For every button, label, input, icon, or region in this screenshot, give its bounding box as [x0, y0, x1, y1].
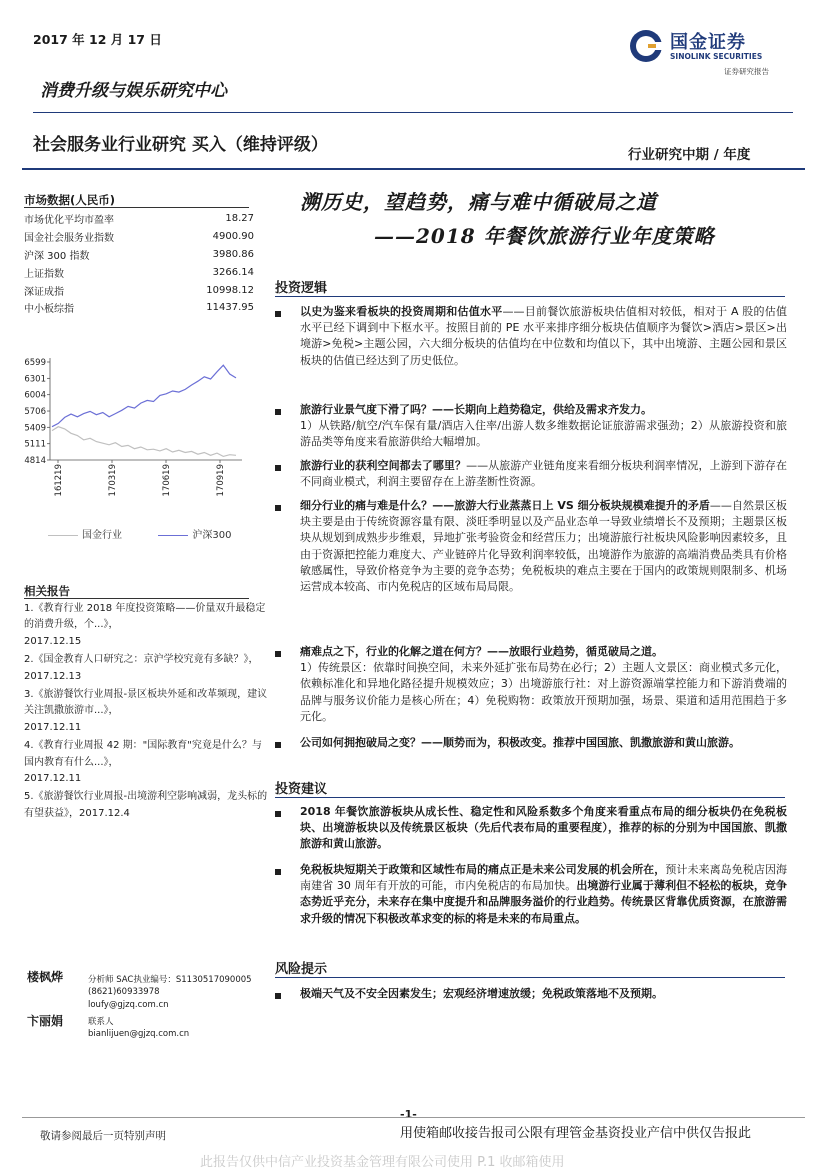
- author-info: [88, 974, 252, 1011]
- table-row: [24, 299, 256, 317]
- report-type: 行业研究中期 / 年度: [628, 147, 751, 163]
- logic-point: [300, 458, 787, 490]
- risk-point-lead: 极端天气及不安全因素发生；宏观经济增速放缓；免税政策落地不及预期。: [300, 987, 663, 1000]
- related-report-text: 5.《旅游餐饮行业周报-出境游利空影响减弱，龙头标的有望获益》，2017.12.4: [24, 791, 268, 819]
- risk-point: [300, 986, 787, 1002]
- sinolink-logo-icon: [628, 28, 664, 64]
- logic-point-lead: 旅游行业景气度下滑了吗？——长期向上趋势稳定，供给及需求齐发力。: [300, 403, 652, 416]
- page-number: -1-: [400, 1108, 417, 1121]
- bullet-icon: [275, 742, 281, 748]
- logic-point-lead: 公司如何拥抱破局之变？——顺势而为，积极改变。推荐中国国旅、凯撒旅游和黄山旅游。: [300, 736, 740, 749]
- y-tick-label: 6301: [24, 374, 46, 385]
- logo-english-name: SINOLINK SECURITIES: [670, 52, 763, 61]
- section-investment-advice: 投资建议: [275, 782, 328, 797]
- bullet-icon: [275, 311, 281, 317]
- section-risk: 风险提示: [275, 962, 328, 977]
- bullet-icon: [275, 993, 281, 999]
- author-phone: (8621)60933978: [88, 987, 160, 998]
- section-investment-logic: 投资逻辑: [275, 281, 328, 296]
- related-reports-rule: [24, 598, 249, 599]
- bullet-icon: [275, 651, 281, 657]
- advice-point-body: 预计未来离岛免税店因海南建省 30 周年有开放的可能，市内免税店的布局加快。: [300, 863, 788, 893]
- market-label: 沪深 300 指数: [24, 250, 90, 262]
- y-tick-label: 4814: [24, 456, 46, 466]
- legend-swatch-industry: [48, 535, 78, 536]
- market-value: 18.27: [225, 213, 254, 225]
- related-reports-list: [24, 601, 270, 824]
- bullet-icon: [275, 505, 281, 511]
- table-row: [24, 263, 256, 281]
- related-report-text: 2.《国金教育人口研究之：京沪学校究竟有多缺？》，2017.12.13: [24, 654, 259, 682]
- logic-point-body: ——从旅游产业链角度来看细分板块利润率情况，上游到下游存在不同商业模式，利润主要留存在上游垄断性资源。: [300, 459, 788, 489]
- logic-point-body: ——目前餐饮旅游板块估值相对较低，相对于 A 股的估值水平已经下调到中下枢水平。按照目前的 PE 水平来排序细分板块估值顺序为餐饮>酒店>景区>出境游>免税>主题公园，六大细分板块的估值均在中位数和均值以下，其中出境游、主题公园和景区板块的估值已经达到了历史低位。: [300, 305, 787, 367]
- logic-point: [300, 402, 787, 451]
- bullet-icon: [275, 869, 281, 875]
- related-report-date: 2017.12.11: [24, 721, 82, 733]
- logo-chinese-name: 国金证券: [670, 32, 746, 53]
- industry-rating-line: 社会服务业行业研究 买入（维持评级）: [33, 135, 328, 155]
- y-tick-label: 5409: [24, 423, 46, 434]
- legend-swatch-hs300: [158, 535, 188, 536]
- related-report-text: 1.《教育行业 2018 年度投资策略——价量双升最稳定的消费升级，个...》，: [24, 603, 266, 631]
- list-item[interactable]: [24, 687, 270, 736]
- y-tick-label: 5111: [24, 439, 46, 450]
- logic-point-lead: 细分行业的痛与难是什么？——旅游大行业蒸蒸日上 VS 细分板块规模难提升的矛盾: [300, 499, 710, 512]
- section-rule: [275, 797, 785, 798]
- list-item[interactable]: [24, 738, 270, 787]
- market-label: 中小板综指: [24, 304, 74, 316]
- related-report-text: 3.《旅游餐饮行业周报-景区板块外延和改革频现，建议关注凯撒旅游市...》，: [24, 689, 268, 717]
- logic-point-lead: 旅游行业的获利空间都去了哪里？: [300, 459, 467, 472]
- logic-point: [300, 304, 787, 369]
- bullet-icon: [275, 409, 281, 415]
- related-reports-title: 相关报告: [24, 584, 70, 598]
- logo-subtitle: 证券研究报告: [724, 67, 769, 76]
- list-item[interactable]: [24, 652, 270, 685]
- y-tick-label: 6599: [24, 358, 46, 368]
- x-tick-label: 170319: [108, 464, 118, 497]
- header-divider: [33, 112, 793, 113]
- x-tick-label: 170919: [216, 464, 226, 497]
- list-item[interactable]: [24, 789, 270, 822]
- advice-point: [300, 804, 787, 853]
- advice-point-tail: 出境游行业属于薄利但不轻松的板块，竞争态势近乎充分，未来存在集中度提升和品牌服务溢价的行业趋势。传统景区背靠优质资源，在旅游需求升级的情况下积极改革求变的标的将是未来的布局重点。: [300, 879, 788, 925]
- bullet-icon: [275, 811, 281, 817]
- market-value: 3980.86: [212, 248, 254, 260]
- table-row: [24, 228, 256, 246]
- logic-point-body: 1）传统景区：依靠时间换空间，未来外延扩张布局势在必行；2）主题人文景区：商业模式多元化，依赖标准化和异地化路径提升规模效应；3）出境游旅行社：对上游资源端掌控能力和下游消费端的品牌与服务议价能力是核心所在；4）免税购物：政策放开预期加强，场景、渠道和适用范围趋于多元化。: [300, 661, 787, 723]
- author-info-line: 分析师 SAC执业编号：S1130517090005: [88, 975, 252, 985]
- logic-point: [300, 644, 787, 725]
- market-label: 深证成指: [24, 286, 64, 298]
- author-name: 楼枫烨: [27, 970, 64, 984]
- market-data-rule: [24, 207, 249, 208]
- related-report-text: 4.《教育行业周报 42 期："国际教育"究竟是什么？与国内教育有什么...》，: [24, 740, 262, 768]
- author-email[interactable]: loufy@gjzq.com.cn: [88, 999, 169, 1010]
- index-comparison-chart: [20, 350, 250, 510]
- header-bottom-divider: [22, 168, 805, 170]
- contact-email[interactable]: bianlijuen@gjzq.com.cn: [88, 1029, 190, 1040]
- market-data-table: [24, 210, 256, 317]
- logic-point-body: ——自然景区板块主要是由于传统资源容量有限、淡旺季明显以及产品业态单一导致业绩增长不及预期；主题景区板块从规划到成熟步步维艰，异地扩张考验资金和经营压力；出境游旅行社板块风险影响因素较多，且由于资源把控能力难度大、产业链碎片化导致利润率较低，出境游作为旅游的高端消费品类具有价格敏感属性，导致价格竞争为主要的竞争态势；免税板块的难点主要在于国内的政策规则限制多、机场运营成本较高、市内免税店的区域布局局限。: [300, 499, 788, 594]
- footer-stamp: 用使箱邮收接告报司公限有理管金基资投业产信中供仅告报此: [400, 1126, 752, 1141]
- logic-point-lead: 以史为鉴来看板块的投资周期和估值水平: [300, 305, 503, 318]
- section-rule: [275, 296, 785, 297]
- market-label: 国金社会服务业指数: [24, 233, 114, 245]
- logic-point-body: 1）从铁路/航空/汽车保有量/酒店入住率/出游人数多维数据论证旅游需求强劲；2）从旅游投资和旅游品类等角度来看旅游供给大幅增加。: [300, 419, 787, 449]
- legend-label-industry: 国金行业: [82, 530, 122, 541]
- footer-rule: [22, 1117, 805, 1118]
- table-row: [24, 281, 256, 299]
- research-center-name: 消费升级与娱乐研究中心: [40, 81, 227, 101]
- legend-label-hs300: 沪深300: [192, 530, 232, 541]
- y-tick-label: 6004: [24, 390, 46, 401]
- chart-legend: [48, 526, 231, 541]
- contact-info: [88, 1016, 189, 1041]
- market-value: 3266.14: [212, 266, 254, 278]
- advice-point-lead: 2018 年餐饮旅游板块从成长性、稳定性和风险系数多个角度来看重点布局的细分板块仍在免税板块、出境游板块以及传统景区板块（先后代表布局的重要程度），推荐的标的分别为中国国旅、凯撒旅游和黄山旅游。: [300, 805, 787, 851]
- market-data-title: 市场数据(人民币): [24, 193, 116, 207]
- logic-point-lead: 痛难点之下，行业的化解之道在何方？——放眼行业趋势，循觅破局之道。: [300, 645, 663, 658]
- report-main-title: 溯历史，望趋势，痛与难中循破局之道: [300, 190, 657, 214]
- table-row: [24, 210, 256, 228]
- market-label: 上证指数: [24, 268, 64, 280]
- advice-point: [300, 862, 787, 927]
- disclaimer-note: 敬请参阅最后一页特别声明: [40, 1130, 166, 1142]
- section-rule: [275, 977, 785, 978]
- logic-point: [300, 735, 787, 751]
- market-label: 市场优化平均市盈率: [24, 215, 114, 227]
- bullet-icon: [275, 465, 281, 471]
- report-sub-title: ——2018 年餐饮旅游行业年度策略: [374, 224, 715, 248]
- logic-point: [300, 498, 787, 595]
- watermark: 此报告仅供中信产业投资基金管理有限公司使用 P.1 收邮箱使用: [200, 1155, 565, 1170]
- advice-point-lead: 免税板块短期关于政策和区域性布局的痛点正是未来公司发展的机会所在，: [300, 863, 666, 876]
- table-row: [24, 246, 256, 264]
- related-report-date: 2017.12.15: [24, 635, 82, 647]
- market-value: 11437.95: [206, 302, 254, 314]
- market-value: 4900.90: [212, 231, 254, 243]
- related-report-date: 2017.12.11: [24, 773, 82, 785]
- list-item[interactable]: [24, 601, 270, 650]
- x-tick-label: 170619: [162, 464, 172, 497]
- series-line-industry: [52, 427, 236, 457]
- brand-logo: [628, 22, 798, 82]
- contact-role: 联系人: [88, 1017, 114, 1027]
- y-tick-label: 5706: [24, 407, 46, 418]
- contact-name: 卞丽娟: [27, 1014, 64, 1028]
- market-value: 10998.12: [206, 284, 254, 296]
- x-tick-label: 161219: [54, 464, 64, 497]
- series-line-hs300: [52, 365, 236, 427]
- report-date: 2017 年 12 月 17 日: [33, 32, 162, 47]
